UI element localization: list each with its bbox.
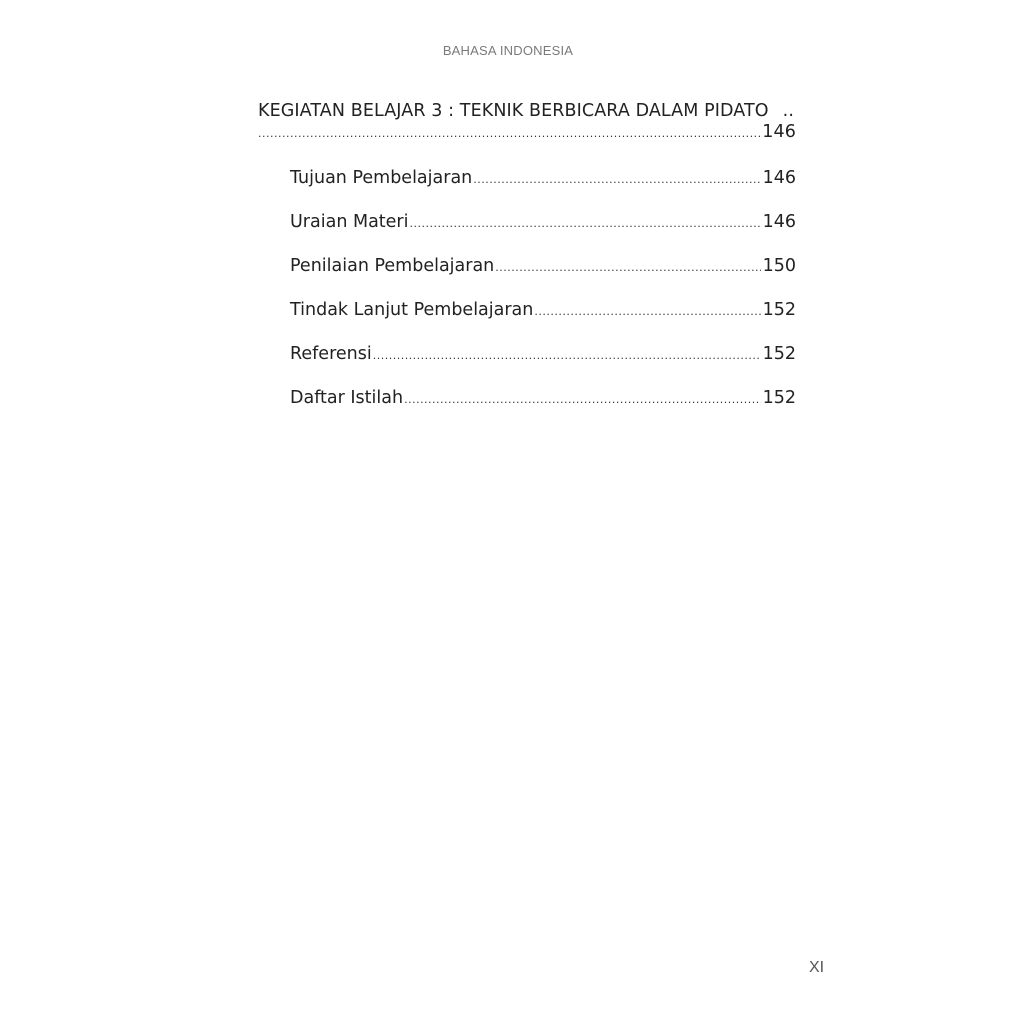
dot-leader	[404, 389, 761, 411]
toc-entry-page: 152	[762, 344, 796, 364]
dot-leader	[473, 169, 760, 191]
toc-entry-page: 150	[762, 256, 796, 276]
dot-leader	[409, 213, 760, 235]
toc-entry-page: 152	[762, 300, 796, 320]
chapter-page-number: 146	[762, 122, 796, 142]
toc-chapter-entry[interactable]	[258, 101, 796, 144]
chapter-title: KEGIATAN BELAJAR 3 : TEKNIK BERBICARA DALAM PIDATO	[258, 101, 769, 121]
dot-leader	[373, 345, 761, 367]
page-number: XI	[809, 959, 825, 976]
toc-entry[interactable]	[290, 387, 796, 431]
toc-entry-label: Tujuan Pembelajaran	[290, 168, 473, 188]
running-header: BAHASA INDONESIA	[442, 43, 574, 58]
toc-entry-page: 146	[762, 212, 796, 232]
toc-entry-label: Uraian Materi	[290, 212, 409, 232]
chapter-trailing-dots: ..	[782, 101, 794, 121]
chapter-leader-line	[258, 122, 796, 144]
toc-entry-label: Daftar Istilah	[290, 388, 404, 408]
toc-subentries	[258, 167, 796, 431]
dot-leader	[534, 301, 760, 323]
toc-entry[interactable]	[290, 299, 796, 343]
dot-leader	[495, 257, 760, 279]
toc-entry-page: 146	[762, 168, 796, 188]
dot-leader	[258, 123, 760, 144]
chapter-title-line	[258, 101, 796, 122]
table-of-contents	[258, 101, 796, 431]
toc-entry[interactable]	[290, 255, 796, 299]
toc-entry-label: Penilaian Pembelajaran	[290, 256, 495, 276]
toc-entry-label: Referensi	[290, 344, 372, 364]
toc-entry-page: 152	[762, 388, 796, 408]
toc-entry[interactable]	[290, 343, 796, 387]
toc-entry-label: Tindak Lanjut Pembelajaran	[290, 300, 534, 320]
toc-entry[interactable]	[290, 211, 796, 255]
toc-entry[interactable]	[290, 167, 796, 211]
